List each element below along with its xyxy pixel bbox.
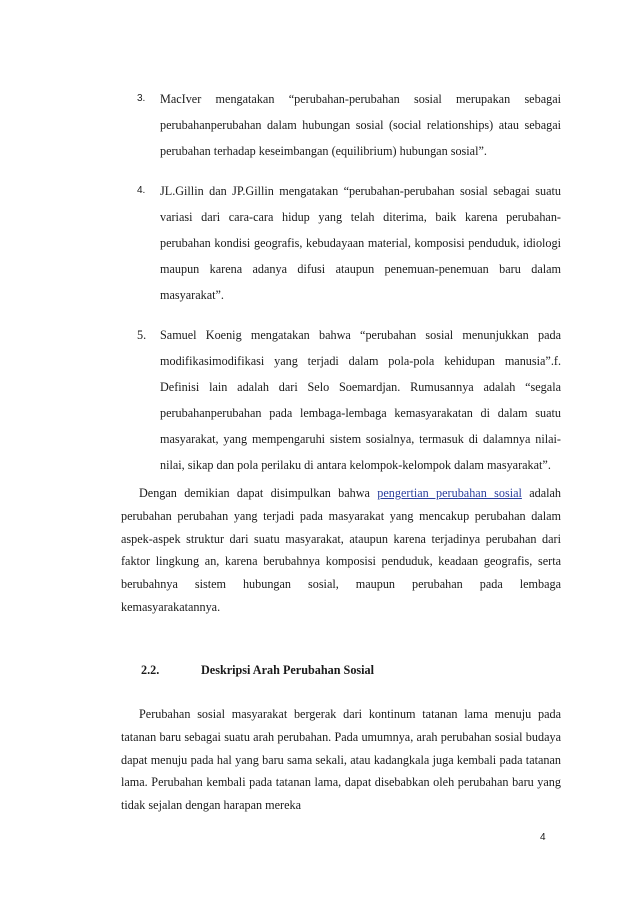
list-item-number: 4. [137, 185, 146, 196]
list-item [137, 178, 561, 308]
conclusion-text-end: adalah perubahan perubahan yang terjadi pada masyarakat yang mencakup perubahan dalam aspek-aspek struktur dari suatu masyarakat, ataupun karena terjadinya perubahan dari faktor lingkung an, karena berubahnya komposisi penduduk, keadaan geografis, serta berubahnya sistem hubungan sosial, maupun perubahan pada lembaga kemasyarakatannya. [121, 486, 562, 614]
list-item-number: 5. [137, 328, 147, 342]
conclusion-paragraph [121, 482, 561, 619]
pengertian-perubahan-sosial-link[interactable]: pengertian perubahan sosial [377, 486, 522, 500]
section-title: Deskripsi Arah Perubahan Sosial [201, 663, 375, 677]
conclusion-text-start: Dengan demikian dapat disimpulkan bahwa [139, 486, 378, 500]
section-paragraph: Perubahan sosial masyarakat bergerak dari kontinum tatanan lama menuju pada tatanan baru sebagai suatu arah perubahan. Pada umumnya, arah perubahan sosial budaya dapat menuju pada hal yang baru sama sekali, atau kadangkala juga kembali pada tatanan lama. Perubahan kembali pada tatanan lama, dapat disebabkan oleh perubahan baru yang tidak sejalan dengan harapan mereka [121, 707, 561, 813]
section-heading [141, 660, 374, 680]
page-number: 4 [540, 832, 546, 843]
list-item-text: JL.Gillin dan JP.Gillin mengatakan “perubahan-perubahan sosial sebagai suatu variasi dari cara-cara hidup yang telah diterima, baik karena perubahan-perubahan kondisi geografis, kebudayaan material, komposisi penduduk, idiologi maupun karena adanya difusi ataupun penemuan-penemuan baru dalam masyarakat”. [160, 184, 561, 302]
list-item-number: 3. [137, 93, 146, 104]
section-number: 2.2. [141, 663, 160, 677]
list-item [137, 322, 561, 478]
list-item [137, 86, 561, 164]
list-item-text: Samuel Koenig mengatakan bahwa “perubahan sosial menunjukkan pada modifikasimodifikasi yang terjadi dalam pola-pola kehidupan manusia”.f. Definisi lain adalah dari Selo Soemardjan. Rumusannya adalah “segala perubahanperubahan pada lembaga-lembaga kemasyarakatan di dalam suatu masyarakat, yang mempengaruhi sistem sosialnya, termasuk di dalamnya nilai-nilai, sikap dan pola perilaku di antara kelompok-kelompok dalam masyarakat”. [160, 328, 561, 472]
list-item-text: MacIver mengatakan “perubahan-perubahan sosial merupakan sebagai perubahanperubahan dalam hubungan sosial (social relationships) atau sebagai perubahan terhadap keseimbangan (equilibrium) hubungan sosial”. [160, 92, 561, 158]
definition-list [137, 86, 561, 492]
